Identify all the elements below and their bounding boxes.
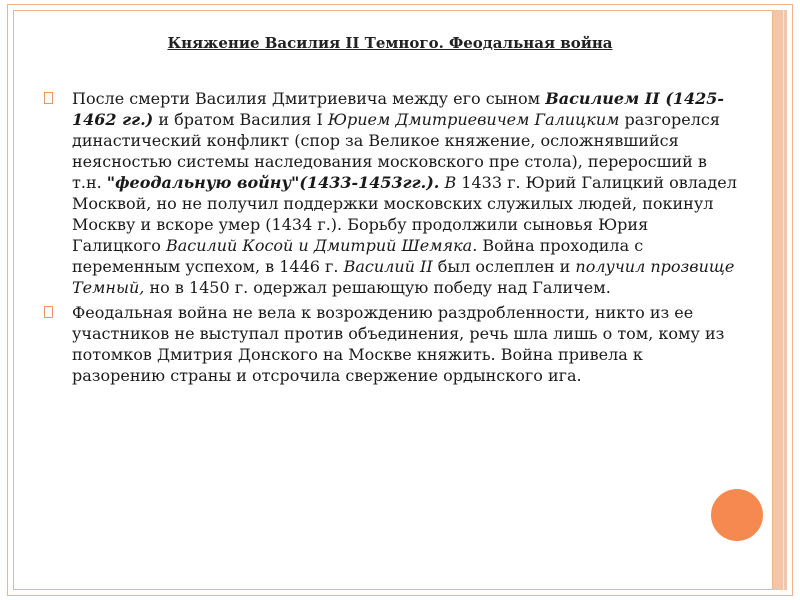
bullet-icon [44, 306, 53, 318]
right-decorative-band [772, 10, 787, 590]
segment-emphasis: Василий Косой и Дмитрий Шемяка [165, 236, 473, 255]
orange-circle-decoration [711, 489, 763, 541]
segment-emphasis: Юрием Дмитриевичем Галицким [327, 110, 620, 129]
segment-emphasis: В [439, 173, 457, 192]
segment: . Война проходила с переменным успехом, в 1446 г. [72, 236, 644, 276]
segment: и братом Василия I [153, 110, 328, 129]
segment: был ослеплен и [432, 257, 576, 276]
segment-emphasis: получил прозвище Темный, [72, 257, 735, 297]
bullet-item-2 [40, 302, 740, 386]
segment-emphasis: Василием II (1425-1462 гг.) [72, 89, 725, 129]
bullet-text-2: Феодальная война не вела к возрождению раздробленности, никто из ее участников не выступал против объединения, речь шла лишь о том, кому из потомков Дмитрия Донского на Москве княжить. Война привела к разорению страны и отсрочила свержение ордынского ига. [72, 303, 725, 385]
bullet-icon [44, 92, 53, 104]
segment: но в 1450 г. одержал решающую победу над Галичем. [144, 278, 611, 297]
segment-emphasis: Василий II [343, 257, 433, 276]
segment: разгорелся династический конфликт (спор за Великое княжение, осложнявшийся неясностью системы наследования московского пре стола), переросший в т.н. [72, 110, 720, 192]
slide-content [40, 88, 740, 390]
segment: 1433 г. Юрий Галицкий овладел Москвой, но не получил поддержки московских служилых людей, покинул Москву и вскоре умер (1434 г.). Борьбу продолжили сыновья Юрия Галицкого [72, 173, 737, 255]
segment: После смерти Василия Дмитриевича между его сыном [72, 89, 546, 108]
bullet-text-1 [72, 89, 737, 297]
bullet-item-1 [40, 88, 740, 298]
slide-title: Княжение Василия II Темного. Феодальная война [167, 34, 613, 52]
segment-emphasis: "феодальную войну"(1433-1453гг.). [106, 173, 440, 192]
